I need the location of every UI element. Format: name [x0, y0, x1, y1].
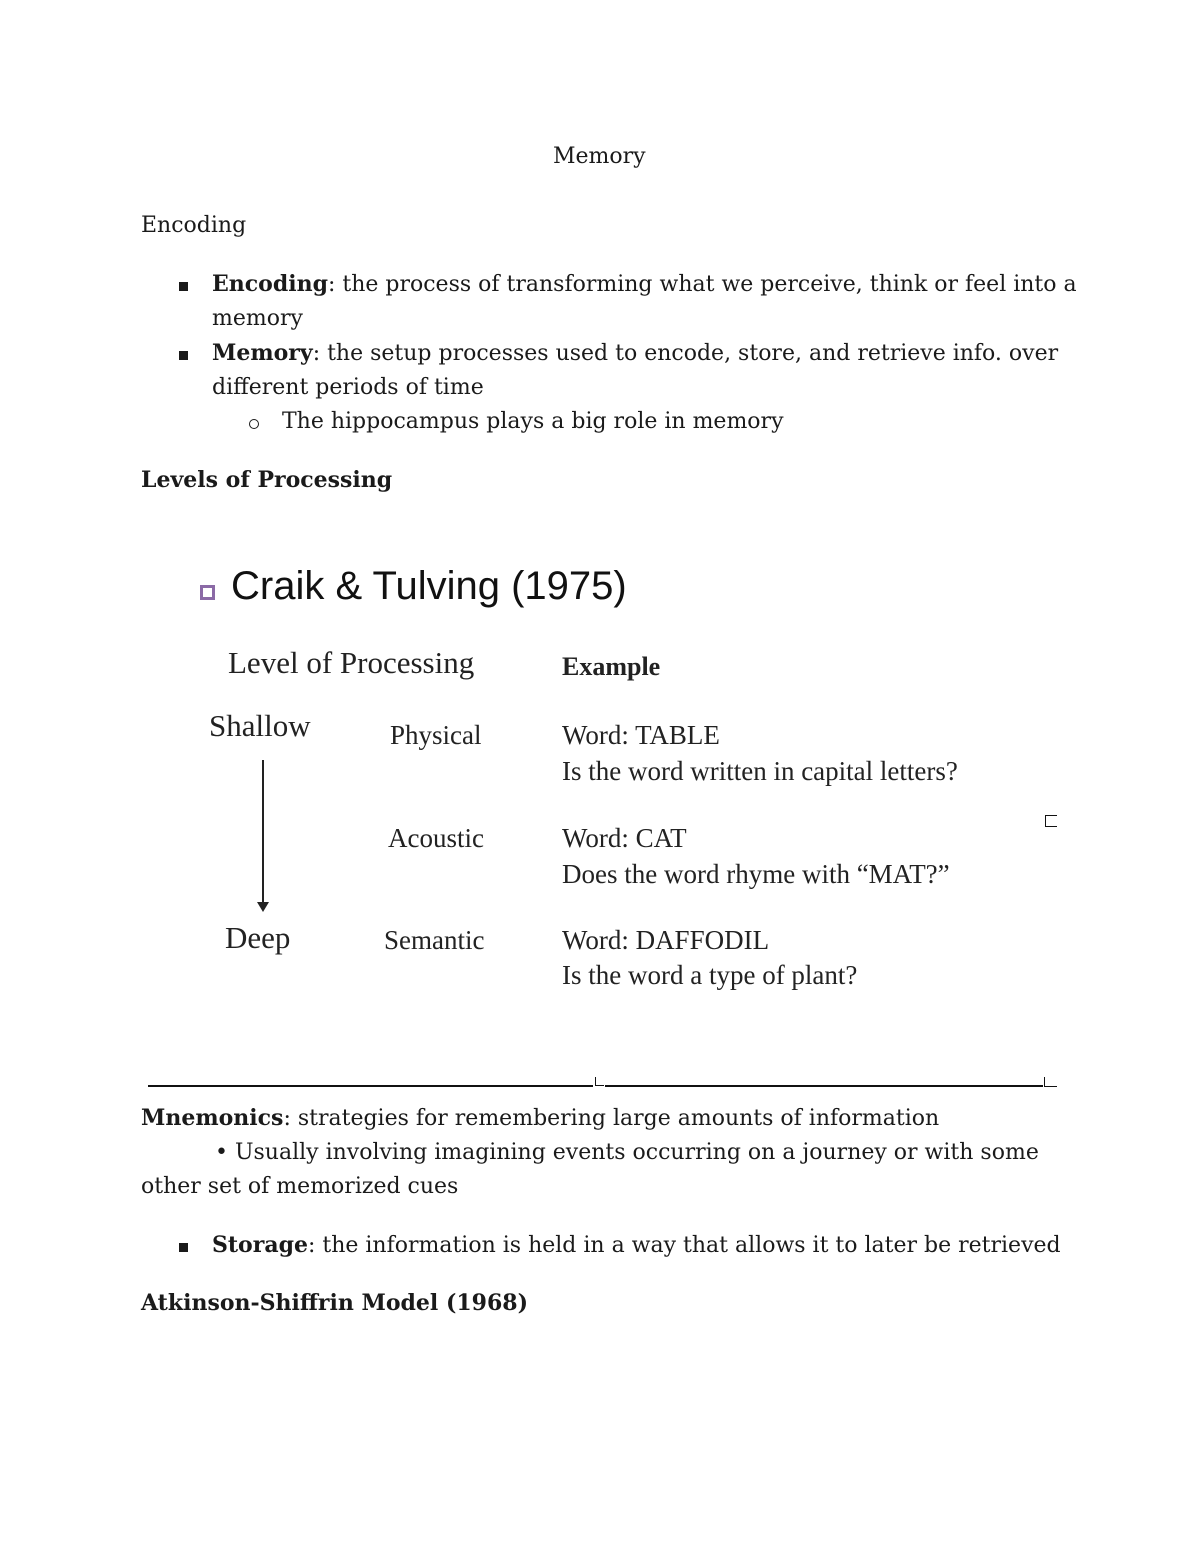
example-word-physical: Word: TABLE	[562, 720, 720, 750]
level-physical: Physical	[390, 720, 482, 750]
page-title: Memory	[553, 144, 646, 169]
slide-heading: Craik & Tulving (1975)	[231, 564, 627, 608]
anchor-marker-icon	[1045, 815, 1057, 827]
label-shallow: Shallow	[209, 708, 311, 743]
checkbox-square-icon	[200, 585, 215, 600]
divider-hook-end	[1044, 1077, 1057, 1087]
square-bullet-icon	[179, 351, 188, 360]
column-header-example: Example	[562, 652, 661, 681]
definition-encoding: : the process of transforming what we perceive, think or feel into a	[327, 272, 1077, 297]
definition-encoding-cont: memory	[212, 306, 303, 331]
list-item-mnemonics	[141, 1105, 939, 1131]
section-heading-atkinson: Atkinson-Shiffrin Model (1968)	[141, 1290, 528, 1316]
term-memory: Memory	[212, 340, 313, 366]
divider-hook	[595, 1077, 604, 1086]
circle-bullet-icon	[249, 419, 259, 429]
list-item-encoding	[212, 271, 1077, 297]
craik-tulving-slide-image	[185, 540, 1025, 1020]
term-storage: Storage	[212, 1232, 308, 1258]
definition-storage: : the information is held in a way that allows it to later be retrieved	[307, 1233, 1061, 1258]
column-header-level: Level of Processing	[228, 645, 475, 680]
example-question-semantic: Is the word a type of plant?	[562, 960, 858, 990]
example-question-acoustic: Does the word rhyme with “MAT?”	[562, 859, 950, 889]
mnemonics-bullet-cont: other set of memorized cues	[141, 1174, 459, 1199]
list-item-storage	[212, 1232, 1061, 1258]
section-heading-encoding: Encoding	[141, 213, 247, 238]
divider-right	[605, 1085, 1043, 1087]
definition-mnemonics: : strategies for remembering large amounts of information	[283, 1106, 940, 1131]
example-question-physical: Is the word written in capital letters?	[562, 756, 958, 786]
definition-memory: : the setup processes used to encode, store, and retrieve info. over	[312, 341, 1059, 366]
section-heading-levels: Levels of Processing	[141, 467, 393, 493]
mnemonics-bullet: • Usually involving imagining events occurring on a journey or with some	[215, 1140, 1039, 1165]
square-bullet-icon	[179, 1243, 188, 1252]
level-semantic: Semantic	[384, 925, 485, 955]
term-mnemonics: Mnemonics	[141, 1105, 284, 1131]
sub-list-item-hippocampus: The hippocampus plays a big role in memory	[282, 409, 784, 434]
square-bullet-icon	[179, 282, 188, 291]
definition-memory-cont: different periods of time	[212, 375, 484, 400]
label-deep: Deep	[225, 920, 291, 955]
example-word-semantic: Word: DAFFODIL	[562, 925, 770, 955]
level-acoustic: Acoustic	[388, 823, 484, 853]
divider-left	[148, 1085, 593, 1087]
list-item-memory	[212, 340, 1058, 366]
term-encoding: Encoding	[212, 271, 328, 297]
down-arrow-icon	[257, 902, 269, 912]
depth-arrow-line	[262, 760, 264, 905]
example-word-acoustic: Word: CAT	[562, 823, 687, 853]
